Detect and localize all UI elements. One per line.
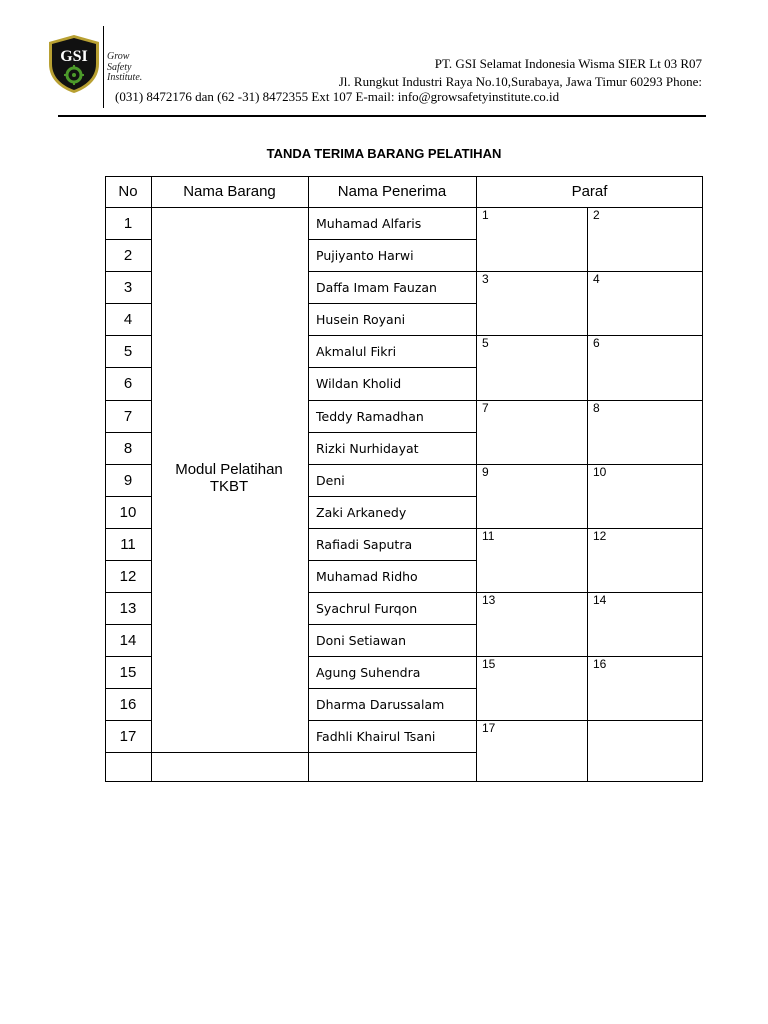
logo-text: GSI <box>60 48 88 65</box>
row-number: 7 <box>123 407 133 425</box>
signature-number: 10 <box>593 465 607 479</box>
table-border <box>587 207 588 782</box>
receiver-name: Pujiyanto Harwi <box>316 247 414 263</box>
row-number: 13 <box>119 599 137 617</box>
row-number: 5 <box>123 342 133 360</box>
receipt-table <box>105 176 703 782</box>
receiver-name: Doni Setiawan <box>316 632 407 648</box>
signature-number: 6 <box>593 336 600 350</box>
signature-number: 16 <box>593 657 607 671</box>
receiver-name: Rizki Nurhidayat <box>316 440 419 456</box>
receiver-name: Akmalul Fikri <box>316 343 397 359</box>
brand-name <box>107 52 142 84</box>
row-number: 8 <box>123 439 133 457</box>
signature-number: 14 <box>593 593 607 607</box>
receiver-name: Teddy Ramadhan <box>316 408 424 424</box>
brand-line: Safety <box>107 61 132 73</box>
table-border <box>702 176 703 782</box>
table-border <box>476 400 703 401</box>
receiver-name: Rafiadi Saputra <box>316 536 413 552</box>
brand-line: Institute. <box>107 72 143 83</box>
address-line: PT. GSI Selamat Indonesia Wisma SIER Lt 03 R07 <box>434 56 702 71</box>
table-border <box>476 271 703 272</box>
row-number: 4 <box>123 310 133 328</box>
signature-number: 12 <box>593 529 607 543</box>
company-address <box>339 55 702 91</box>
row-number: 1 <box>123 214 133 232</box>
receiver-name: Daffa Imam Fauzan <box>316 279 437 295</box>
receiver-name: Dharma Darussalam <box>316 696 445 712</box>
table-border <box>476 176 477 782</box>
table-border <box>476 592 703 593</box>
address-line: Jl. Rungkut Industri Raya No.10,Surabaya, Jawa Timur 60293 Phone: <box>338 74 702 89</box>
receiver-name: Syachrul Furqon <box>316 600 418 616</box>
item-name-line: Modul Pelatihan <box>175 461 283 478</box>
item-name-cell <box>151 461 307 495</box>
signature-number: 1 <box>482 208 489 222</box>
header-signature: Paraf <box>571 183 608 200</box>
signature-number: 13 <box>482 593 496 607</box>
signature-number: 5 <box>482 336 489 350</box>
row-number: 11 <box>120 535 136 553</box>
table-border <box>476 720 703 721</box>
table-border <box>476 335 703 336</box>
table-border <box>151 752 308 753</box>
receiver-name: Zaki Arkanedy <box>316 504 407 520</box>
signature-number: 7 <box>482 401 489 415</box>
row-number: 17 <box>119 727 137 745</box>
signature-number: 2 <box>593 208 600 222</box>
table-border <box>105 752 151 753</box>
table-border <box>476 656 703 657</box>
table-border <box>476 528 703 529</box>
row-number: 3 <box>123 278 133 296</box>
receiver-name: Deni <box>316 472 345 488</box>
receiver-name: Agung Suhendra <box>316 664 421 680</box>
table-border <box>105 781 703 782</box>
signature-number: 15 <box>482 657 496 671</box>
signature-number: 17 <box>482 721 496 735</box>
signature-number: 8 <box>593 401 600 415</box>
row-number: 12 <box>119 567 137 585</box>
receiver-name: Fadhli Khairul Tsani <box>316 728 436 744</box>
table-border <box>105 176 703 177</box>
signature-number: 4 <box>593 272 600 286</box>
row-number: 15 <box>119 663 137 681</box>
row-number: 6 <box>123 375 133 392</box>
row-number: 2 <box>123 246 133 264</box>
receiver-name: Wildan Kholid <box>316 376 402 391</box>
table-border <box>308 752 476 753</box>
signature-number: 3 <box>482 272 489 286</box>
receiver-name: Muhamad Alfaris <box>316 215 422 231</box>
header-no: No <box>118 183 138 200</box>
row-number: 9 <box>123 471 133 489</box>
receiver-name: Muhamad Ridho <box>316 568 418 584</box>
receiver-name: Husein Royani <box>316 311 406 327</box>
brand-line: Grow <box>107 51 130 62</box>
contact-line: (031) 8472176 dan (62 -31) 8472355 Ext 107 E-mail: info@growsafetyinstitute.co.id <box>115 89 560 104</box>
row-number: 14 <box>119 631 137 649</box>
header-item-name: Nama Barang <box>183 183 276 200</box>
table-border <box>476 464 703 465</box>
signature-number: 9 <box>482 465 489 479</box>
row-number: 16 <box>119 695 137 713</box>
gsi-logo <box>48 34 100 94</box>
header-divider <box>103 26 104 108</box>
table-border <box>151 176 152 782</box>
item-name-line: TKBT <box>209 478 249 495</box>
header-rule <box>58 115 706 117</box>
row-number: 10 <box>119 503 137 521</box>
document-title: TANDA TERIMA BARANG PELATIHAN <box>266 146 502 161</box>
signature-number: 11 <box>482 529 495 543</box>
header-receiver-name: Nama Penerima <box>337 183 447 200</box>
